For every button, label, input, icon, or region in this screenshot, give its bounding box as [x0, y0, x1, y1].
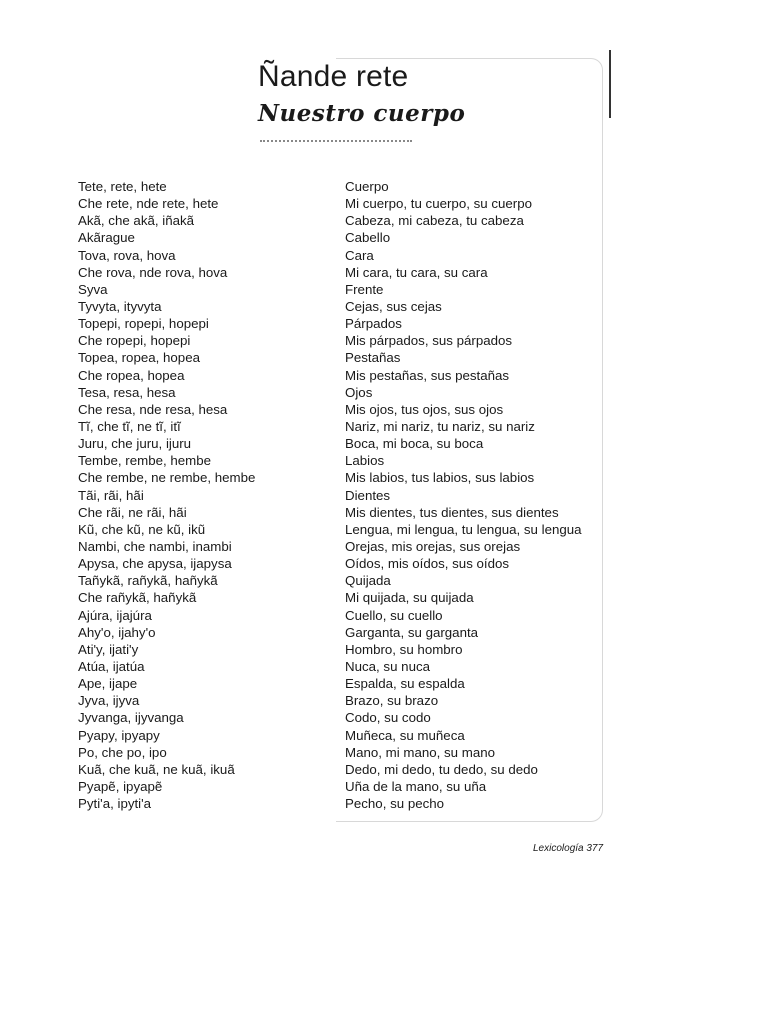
spanish-term: Pestañas	[345, 350, 401, 366]
spanish-term: Boca, mi boca, su boca	[345, 436, 484, 452]
guarani-term: Che rañykã, hañykã	[78, 590, 197, 606]
guarani-term: Ahy'o, ijahy'o	[78, 624, 156, 640]
spanish-term: Cuerpo	[345, 179, 389, 194]
guarani-term: Akã, che akã, iñakã	[78, 213, 195, 229]
guarani-term: Topea, ropea, hopea	[78, 350, 200, 366]
spanish-term: Mis dientes, tus dientes, sus dientes	[345, 504, 559, 520]
guarani-term: Kũ, che kũ, ne kũ, ikũ	[78, 521, 206, 537]
guarani-term: Kuã, che kuã, ne kuã, ikuã	[78, 761, 235, 777]
guarani-term: Apysa, che apysa, ijapysa	[78, 556, 232, 572]
guarani-term: Tyvyta, ityvyta	[78, 298, 162, 314]
page-title: Ñande rete	[258, 60, 409, 93]
guarani-term: Atúa, ijatúa	[78, 658, 145, 674]
spanish-term: Mi quijada, su quijada	[345, 590, 474, 606]
guarani-term: Tova, rova, hova	[78, 247, 176, 263]
spanish-term: Garganta, su garganta	[345, 624, 479, 640]
guarani-term: Che rete, nde rete, hete	[78, 196, 219, 212]
spanish-term: Espalda, su espalda	[345, 676, 465, 692]
page-edge-mark	[609, 50, 611, 118]
guarani-term: Che rova, nde rova, hova	[78, 264, 228, 280]
guarani-term: Topepi, ropepi, hopepi	[78, 316, 209, 332]
guarani-term: Tañykã, rañykã, hañykã	[78, 573, 218, 589]
guarani-term: Che ropepi, hopepi	[78, 333, 191, 349]
spanish-term: Labios	[345, 453, 385, 469]
spanish-term: Mi cuerpo, tu cuerpo, su cuerpo	[345, 196, 532, 212]
spanish-term: Cuello, su cuello	[345, 607, 443, 623]
spanish-term: Mis párpados, sus párpados	[345, 333, 513, 349]
guarani-term: Jyva, ijyva	[78, 693, 140, 709]
page-subtitle: Nuestro cuerpo	[258, 100, 466, 127]
spanish-term: Mis ojos, tus ojos, sus ojos	[345, 401, 504, 417]
spanish-term: Dientes	[345, 487, 391, 503]
spanish-term: Hombro, su hombro	[345, 641, 463, 657]
guarani-term: Tete, rete, hete	[78, 179, 167, 194]
spanish-term: Pecho, su pecho	[345, 796, 445, 812]
guarani-term: Che resa, nde resa, hesa	[78, 401, 228, 417]
guarani-term: Nambi, che nambi, inambi	[78, 538, 232, 554]
guarani-term: Tesa, resa, hesa	[78, 384, 176, 400]
spanish-term: Cabello	[345, 230, 391, 246]
guarani-term: Akãrague	[78, 230, 135, 246]
guarani-term: Ape, ijape	[78, 676, 138, 692]
spanish-term: Mi cara, tu cara, su cara	[345, 264, 488, 280]
guarani-term: Po, che po, ipo	[78, 744, 167, 760]
spanish-term: Párpados	[345, 316, 402, 332]
guarani-term: Tembe, rembe, hembe	[78, 453, 212, 469]
spanish-term: Dedo, mi dedo, tu dedo, su dedo	[345, 761, 538, 777]
guarani-term: Che rãi, ne rãi, hãi	[78, 504, 187, 520]
page-footer: Lexicología 377	[533, 843, 604, 854]
guarani-term: Pyapy, ipyapy	[78, 727, 160, 743]
guarani-term: Ati'y, ijati'y	[78, 641, 139, 657]
guarani-term: Che ropea, hopea	[78, 367, 185, 383]
spanish-term: Cara	[345, 247, 374, 263]
spanish-term: Ojos	[345, 384, 373, 400]
spanish-term: Oídos, mis oídos, sus oídos	[345, 556, 510, 572]
guarani-term: Ajúra, ijajúra	[78, 607, 152, 623]
guarani-term: Pyti'a, ipyti'a	[78, 796, 152, 812]
guarani-word-list	[78, 178, 255, 812]
spanish-term: Mano, mi mano, su mano	[345, 744, 496, 760]
spanish-term: Frente	[345, 281, 384, 297]
spanish-term: Brazo, su brazo	[345, 693, 439, 709]
spanish-term: Muñeca, su muñeca	[345, 727, 465, 743]
spanish-term: Nuca, su nuca	[345, 658, 431, 674]
spanish-term: Codo, su codo	[345, 710, 431, 726]
guarani-term: Syva	[78, 281, 108, 297]
spanish-term: Lengua, mi lengua, tu lengua, su lengua	[345, 521, 582, 537]
spanish-term: Mis labios, tus labios, sus labios	[345, 470, 535, 486]
guarani-term: Juru, che juru, ijuru	[78, 436, 192, 452]
spanish-term: Cejas, sus cejas	[345, 298, 442, 314]
dotted-divider	[260, 140, 412, 142]
spanish-term: Nariz, mi nariz, tu nariz, su nariz	[345, 418, 535, 434]
spanish-term: Mis pestañas, sus pestañas	[345, 367, 510, 383]
guarani-term: Che rembe, ne rembe, hembe	[78, 470, 256, 486]
guarani-term: Jyvanga, ijyvanga	[78, 710, 184, 726]
guarani-term: Tĩ, che tĩ, ne tĩ, itĩ	[78, 418, 181, 434]
spanish-term: Uña de la mano, su uña	[345, 778, 487, 794]
guarani-term: Tãi, rãi, hãi	[78, 487, 144, 503]
spanish-term: Orejas, mis orejas, sus orejas	[345, 538, 521, 554]
guarani-term: Pyapẽ, ipyapẽ	[78, 778, 163, 794]
spanish-term: Quijada	[345, 573, 391, 589]
spanish-term: Cabeza, mi cabeza, tu cabeza	[345, 213, 524, 229]
spanish-translation-list	[345, 178, 582, 812]
